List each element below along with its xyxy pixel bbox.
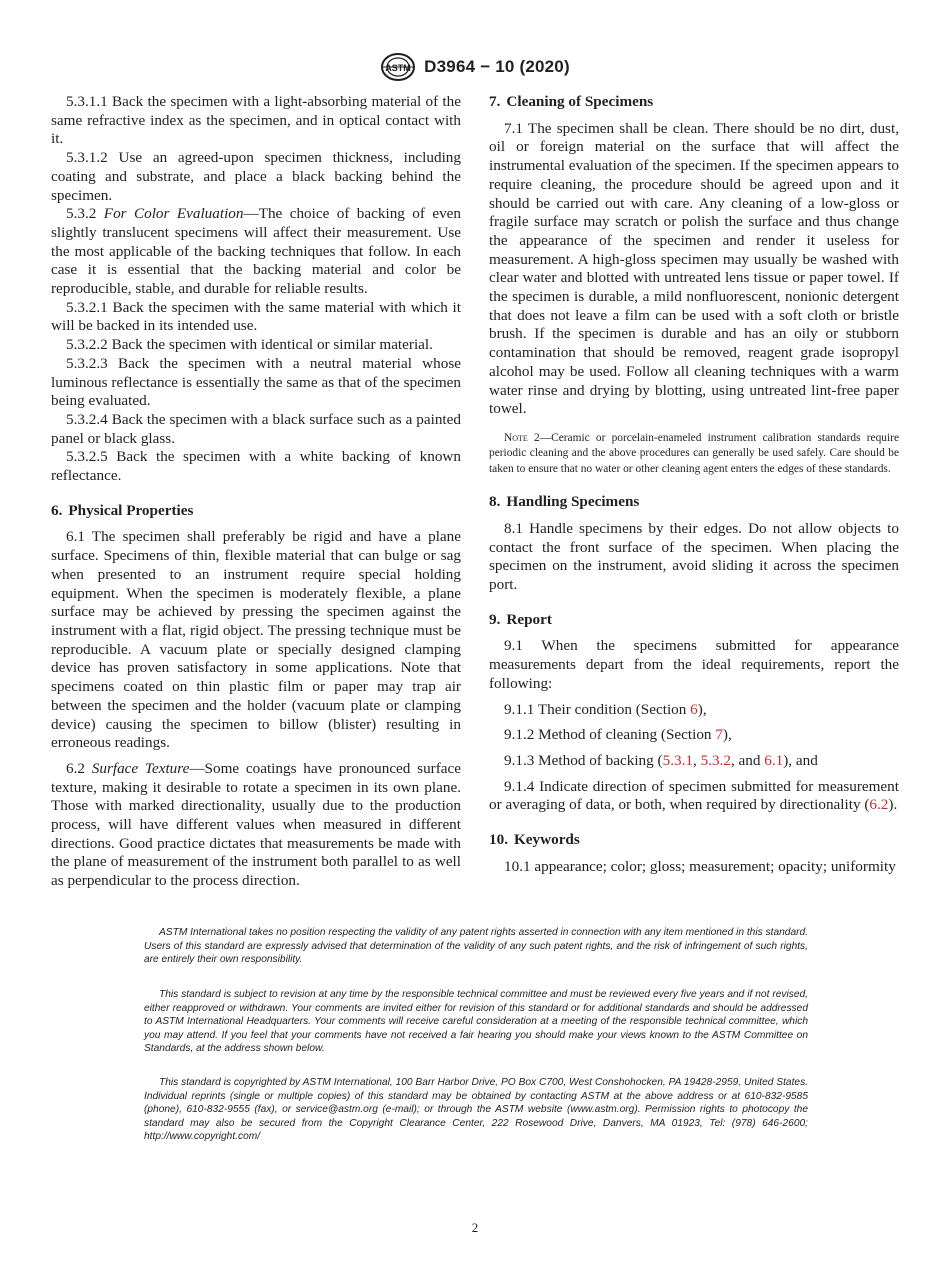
section-9-heading: 9. Report <box>489 610 552 628</box>
para-title: For Color Evaluation <box>103 205 244 223</box>
para-9-1: 9.1 When the specimens submitted for appearance measurements depart from the ideal requirements, report the following: <box>489 637 899 692</box>
note-label: Note 2 <box>504 431 540 444</box>
astm-logo-icon <box>380 52 416 82</box>
section-6-heading: 6. Physical Properties <box>51 501 194 519</box>
section-link[interactable]: 5.3.1 <box>662 751 693 769</box>
section-link[interactable]: 5.3.2 <box>700 751 731 769</box>
para-5-3-2-1: 5.3.2.1 Back the specimen with the same material with which it will be backed in its intended use. <box>51 298 461 335</box>
para-6-1: 6.1 The specimen shall preferably be rigid and have a plane surface. Specimens of thin, flexible material that can bulge or sag when presented to an instrument require special holding equipment. When the specimen is moderately flexible, a plane surface may be achieved by pressing the specimen against the instrument with a flat, rigid object. The pressing technique must be reproducible. A vacuum plate or specially designed clamping device has proven satisfactory in some applications. Note that specimens coated on thin plastic film or paper may trap air between the specimen and the holder (vacuum plate or clamping device) causing the specimen to billow (blister) resulting in erroneous readings. <box>51 528 461 752</box>
para-6-2 <box>51 760 461 891</box>
section-link[interactable]: 6.2 <box>869 796 889 814</box>
section-7-heading: 7. Cleaning of Specimens <box>489 93 654 110</box>
section-10-heading: 10. Keywords <box>489 831 580 849</box>
para-5-3-2-4: 5.3.2.4 Back the specimen with a black surface such as a painted panel or black glass. <box>51 410 461 447</box>
para-9-1-2: 9.1.2 Method of cleaning (Section 7), <box>504 726 732 744</box>
footer-copyright-notice: This standard is copyrighted by ASTM International, 100 Barr Harbor Drive, PO Box C700, West Conshohocken, PA 19428-2959, United States. Individual reprints (single or multiple copies) of this standard may be obtained by contacting ASTM at the above address or at 610-832-9585 (phone), 610-832-9555 (fax), or service@astm.org (e-mail); or through the ASTM website (www.astm.org). Permission rights to photocopy the standard may also be secured from the Copyright Clearance Center, 222 Rosewood Drive, Danvers, MA 01923, Tel: (978) 646-2600; http://www.copyright.com/ <box>144 1077 808 1143</box>
page-number: 2 <box>471 1220 479 1235</box>
section-8-heading: 8. Handling Specimens <box>489 493 640 511</box>
page-header <box>0 52 950 87</box>
para-title: Surface Texture <box>91 759 190 777</box>
footer-revision-notice: This standard is subject to revision at any time by the responsible technical committee and must be reviewed every five years and if not revised, either reapproved or withdrawn. Your comments are invited either for revision of this standard or for additional standards and should be addressed to ASTM International Headquarters. Your comments will receive careful consideration at a meeting of the responsible technical committee, which you may attend. If you feel that your comments have not received a fair hearing you should make your views known to the ASTM Committee on Standards, at the address shown below. <box>144 989 808 1055</box>
para-text: —Some coatings have pronounced surface texture, making it desirable to rotate a specimen in its own plane. Those with marked directionality, usually due to the production process, will have different values when measured in different directions. Good practice dictates that measurements be made with the plane of measurement of the instrument both parallel to as well as perpendicular to the process direction. <box>51 759 461 890</box>
standard-designation: D3964 − 10 (2020) <box>424 57 570 76</box>
section-link[interactable]: 6 <box>690 700 698 718</box>
para-text: —The choice of backing of even slightly translucent specimens will affect their measurement. Use the most applicable of the backing techniques that follow. In each case it is essential that the backing material and color be reproducible, stable, and durable for reliable results. <box>51 205 462 298</box>
section-link[interactable]: 7 <box>715 726 723 744</box>
footer-patent-notice: ASTM International takes no position respecting the validity of any patent rights asserted in connection with any item mentioned in this standard. Users of this standard are expressly advised that determination of the validity of any such patent rights, and the risk of infringement of such rights, are entirely their own responsibility. <box>144 927 808 966</box>
note-text: —Ceramic or porcelain-enameled instrument calibration standards require periodic cleaning and the above procedures can generally be used safely. Care should be taken to ensure that no water or other cleaning agent enters the edges of these standards. <box>489 431 899 475</box>
para-5-3-1-2: 5.3.1.2 Use an agreed-upon specimen thickness, including coating and substrate, and place a black backing behind the specimen. <box>51 149 461 204</box>
note-2 <box>489 431 899 477</box>
para-5-3-2-2: 5.3.2.2 Back the specimen with identical or similar material. <box>66 336 433 354</box>
left-column <box>51 93 461 891</box>
right-column <box>489 93 899 876</box>
para-7-1: 7.1 The specimen shall be clean. There should be no dirt, dust, oil or foreign material on the surface that will affect the instrumental evaluation of the specimen. If the specimen appears to require cleaning, the procedure should be agreed upon and it should be carried out with care. Any cleaning of a low-gloss or fragile surface may scratch or polish the surface and thus change the appearance of the specimen and render it useless for measurement. A high-gloss specimen may usually be washed with clear water and blotted with untreated lens tissue or paper towel. If the specimen is durable, a mild nonfluorescent, nonionic detergent that does not leave a film can be used with a soft cloth or bristle brush. If the specimen is durable and has an oily or stubborn contamination that should be removed, reagent grade isopropyl alcohol may be used. Follow all cleaning techniques with a warm water rinse and drying by blotting, using untreated lint-free paper towel. <box>489 119 899 418</box>
section-link[interactable]: 6.1 <box>764 751 784 769</box>
para-5-3-2-5: 5.3.2.5 Back the specimen with a white backing of known reflectance. <box>51 448 461 485</box>
para-5-3-1-1: 5.3.1.1 Back the specimen with a light-absorbing material of the same refractive index as the specimen, and in optical contact with it. <box>51 93 461 148</box>
para-10-1: 10.1 appearance; color; gloss; measurement; opacity; uniformity <box>504 857 896 875</box>
para-5-3-2 <box>51 205 461 299</box>
para-9-1-1: 9.1.1 Their condition (Section 6), <box>504 700 707 718</box>
para-9-1-3: 9.1.3 Method of backing (5.3.1, 5.3.2, and 6.1), and <box>504 751 818 769</box>
para-number: 6.2 <box>66 759 85 777</box>
svg-text:ASTM: ASTM <box>385 63 411 73</box>
para-9-1-4: 9.1.4 Indicate direction of specimen submitted for measurement or averaging of data, or both, when required by directionality (6.2). <box>489 777 899 814</box>
para-5-3-2-3: 5.3.2.3 Back the specimen with a neutral material whose luminous reflectance is essentially the same as that of the specimen being evaluated. <box>51 354 461 410</box>
para-8-1: 8.1 Handle specimens by their edges. Do not allow objects to contact the front surface of the specimen. When placing the specimen on the instrument, avoid sliding it across the specimen port. <box>489 519 899 593</box>
para-number: 5.3.2 <box>66 205 97 223</box>
